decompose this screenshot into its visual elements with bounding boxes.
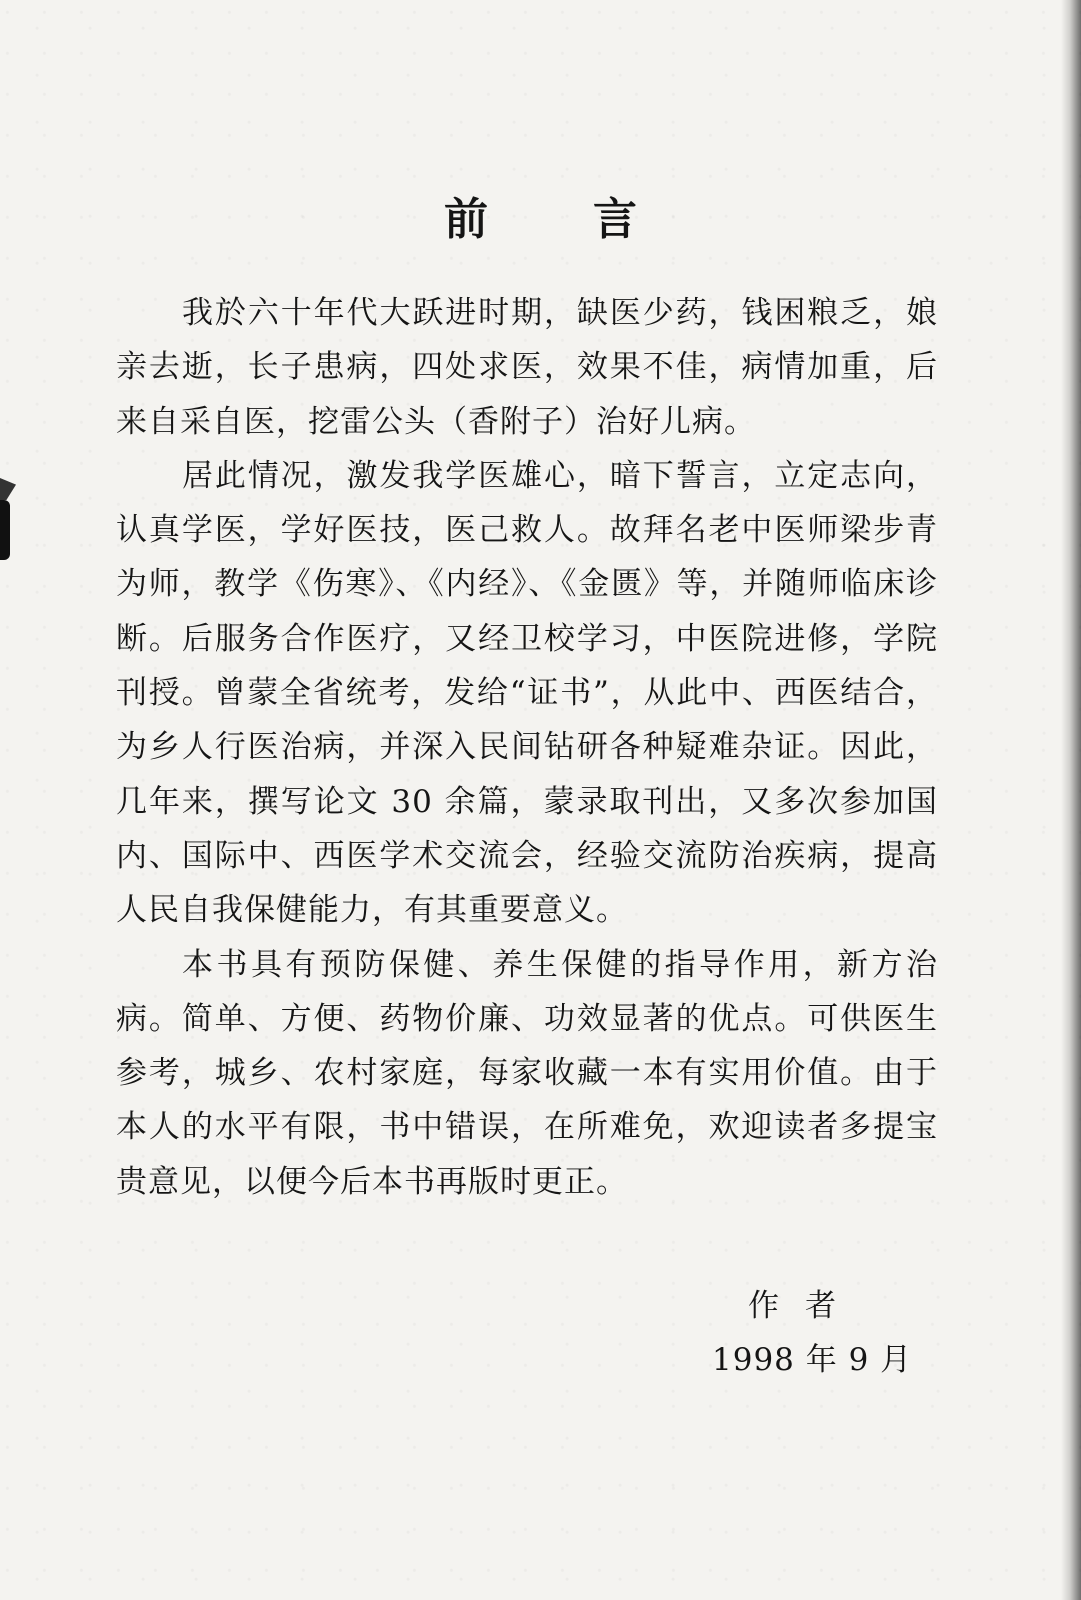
paragraph-2: 居此情况，激发我学医雄心，暗下誓言，立定志向，认真学医，学好医技，医己救人。故拜名老中医师梁步青为师，教学《伤寒》、《内经》、《金匮》等，并随师临床诊断。后服务合作医疗，又经卫校学习，中医院进修，学院刊授。曾蒙全省统考，发给“证书”，从此中、西医结合，为乡人行医治病，并深入民间钻研各种疑难杂证。因此，几年来，撰写论文 30 余篇，蒙录取刊出，又多次参加国内、国际中、西医学术交流会，经验交流防治疾病，提高人民自我保健能力，有其重要意义。	[116, 457, 938, 929]
page-title	[0, 183, 1081, 247]
scan-mark	[0, 478, 16, 500]
scan-mark	[0, 500, 10, 560]
title-char-2: 言	[593, 194, 637, 245]
title-char-1: 前	[444, 194, 488, 245]
signature-author: 作者	[748, 1288, 862, 1324]
signature-date: 1998 年 9 月	[712, 1342, 913, 1378]
paragraph-3: 本书具有预防保健、养生保健的指导作用，新方治病。简单、方便、药物价廉、功效显著的优点。可供医生参考，城乡、农村家庭，每家收藏一本有实用价值。由于本人的水平有限，书中错误，在所难免，欢迎读者多提宝贵意见，以便今后本书再版时更正。	[116, 946, 938, 1200]
paragraph-1: 我於六十年代大跃进时期，缺医少药，钱困粮乏，娘亲去逝，长子患病，四处求医，效果不佳，病情加重，后来自采自医，挖雷公头（香附子）治好儿病。	[116, 295, 938, 440]
preface-body	[116, 286, 938, 1209]
